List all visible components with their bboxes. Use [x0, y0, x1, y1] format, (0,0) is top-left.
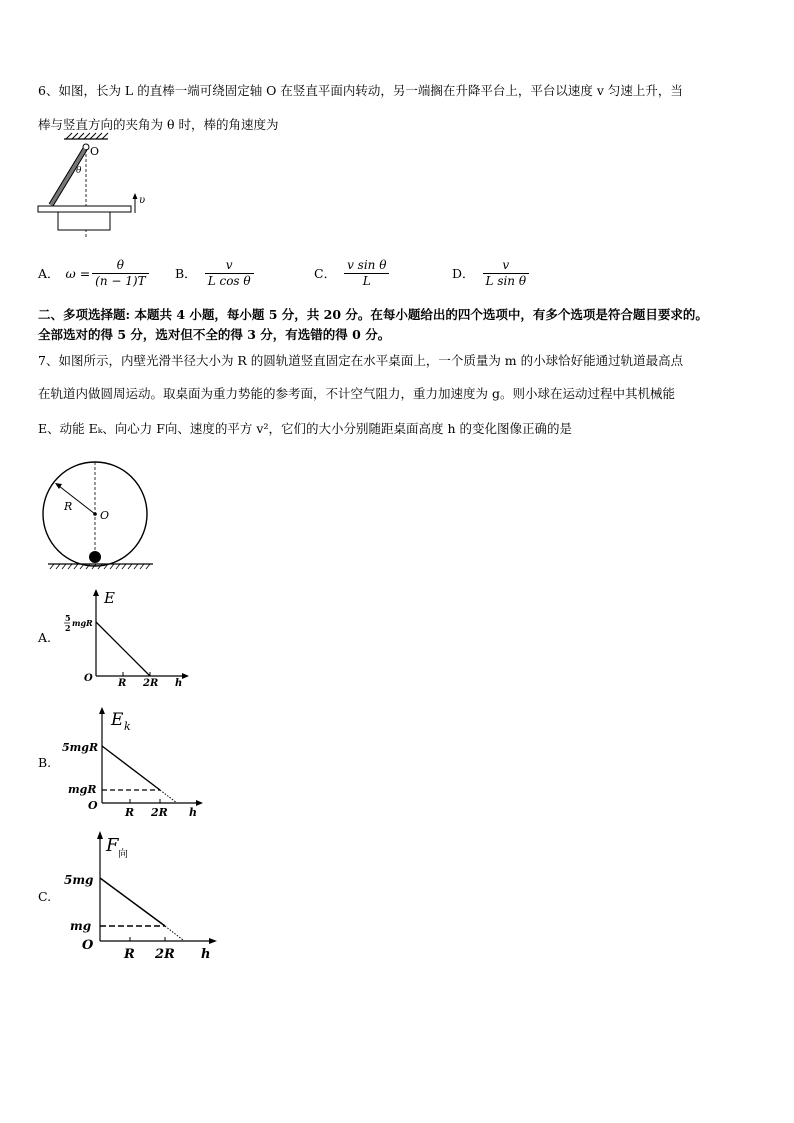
section2-heading-line2: 全部选对的得 5 分，选对但不全的得 3 分，有选错的得 0 分。	[38, 327, 391, 342]
q6-option-d-fraction	[483, 258, 530, 289]
q6-option-a-den: (n − 1)T	[95, 273, 146, 288]
section2-heading-line1: 二、多项选择题: 本题共 4 小题，每小题 5 分，共 20 分。在每小题给出的四个选项中，有多个选项是符合题目要求的。	[38, 307, 708, 322]
graph-b-ylabel: E	[111, 710, 124, 730]
graph-c-xlabel: h	[201, 947, 211, 962]
q7-ball	[89, 551, 101, 563]
q7-option-a-graph	[60, 586, 195, 691]
graph-a-ytick: mgR	[72, 618, 93, 628]
q6-option-b-fraction	[205, 258, 254, 289]
q7-circle-track-figure	[38, 447, 158, 572]
q6-option-b[interactable]	[175, 255, 254, 291]
graph-a-ytick-num: 5	[65, 613, 71, 623]
q6-option-c-num: v sin θ	[344, 258, 389, 274]
graph-c-origin: O	[82, 938, 94, 953]
q6-option-b-label: B．	[175, 266, 197, 281]
q7-stem-line1: 7、如图所示，内壁光滑半径大小为 R 的圆轨道竖直固定在水平桌面上，一个质量为 m 的小球恰好能通过轨道最高点	[38, 353, 684, 368]
graph-a-ytick-den: 2	[65, 623, 71, 633]
graph-c-ylabel-sub: 向	[118, 849, 128, 860]
q7-option-b-graph	[60, 703, 210, 821]
graph-b-xtick-2r: 2R	[151, 806, 168, 819]
q7-center-label: O	[100, 509, 110, 522]
q7-radius-label: R	[64, 500, 73, 513]
q6-option-d-label: D．	[452, 266, 475, 281]
graph-c-xtick-2r: 2R	[155, 947, 175, 962]
q7-option-b-label[interactable]: B.	[38, 755, 52, 770]
graph-b-origin: O	[88, 799, 98, 812]
graph-a-xtick-2r: 2R	[143, 678, 159, 689]
q7-stem-line2: 在轨道内做圆周运动。取桌面为重力势能的参考面，不计空气阻力，重力加速度为 g。则小球在运动过程中其机械能	[38, 386, 675, 401]
q6-option-c-fraction	[344, 258, 389, 289]
graph-b-ytick-mgr: mgR	[68, 783, 97, 796]
graph-c-ylabel: F	[106, 835, 119, 856]
q7-option-c-graph	[60, 826, 225, 966]
graph-a-xlabel: h	[175, 678, 183, 689]
q6-option-a-prefix: ω =	[65, 265, 91, 281]
q6-option-d-num: v	[483, 258, 530, 274]
q6-option-a-num: θ	[92, 258, 148, 274]
q6-stem-line2: 棒与竖直方向的夹角为 θ 时，棒的角速度为	[38, 117, 279, 132]
graph-a-ylabel: E	[104, 589, 115, 607]
q6-pivot-label: O	[90, 145, 100, 158]
graph-b-xtick-r: R	[125, 806, 135, 819]
q6-velocity-label: υ	[139, 195, 146, 206]
q6-option-a[interactable]	[38, 255, 149, 291]
graph-c-ytick-5mg: 5mg	[64, 873, 94, 887]
graph-b-ytick-5mgr: 5mgR	[62, 741, 99, 754]
q6-option-c-label: C．	[314, 266, 337, 281]
graph-a-xtick-r: R	[118, 678, 127, 689]
q6-option-a-fraction	[92, 258, 148, 289]
q7-option-c-label[interactable]: C.	[38, 889, 52, 904]
q6-angle-label: θ	[76, 166, 82, 176]
q6-option-c-den: L	[362, 273, 371, 288]
graph-c-ytick-mg: mg	[70, 919, 92, 933]
q6-option-a-label: A．	[38, 266, 60, 281]
q6-option-b-num: v	[205, 258, 254, 274]
graph-b-ylabel-sub: k	[124, 720, 131, 733]
graph-b-xlabel: h	[189, 806, 197, 819]
q6-option-d-den: L sin θ	[485, 273, 527, 288]
q7-option-a-label[interactable]: A.	[38, 630, 52, 645]
graph-c-xtick-r: R	[124, 947, 135, 962]
q6-option-c[interactable]	[314, 255, 389, 291]
q6-stem-line1: 6、如图，长为 L 的直棒一端可绕固定轴 O 在竖直平面内转动，另一端搁在升降平台上，平台以速度 v 匀速上升，当	[38, 83, 683, 98]
q6-rod-figure	[34, 135, 144, 243]
q7-stem-line3: E、动能 Eₖ、向心力 F向、速度的平方 v²，它们的大小分别随距桌面高度 h 的变化图像正确的是	[38, 421, 572, 436]
q6-option-d[interactable]	[452, 255, 529, 291]
graph-a-origin: O	[84, 673, 93, 684]
q6-option-b-den: L cos θ	[207, 273, 251, 288]
